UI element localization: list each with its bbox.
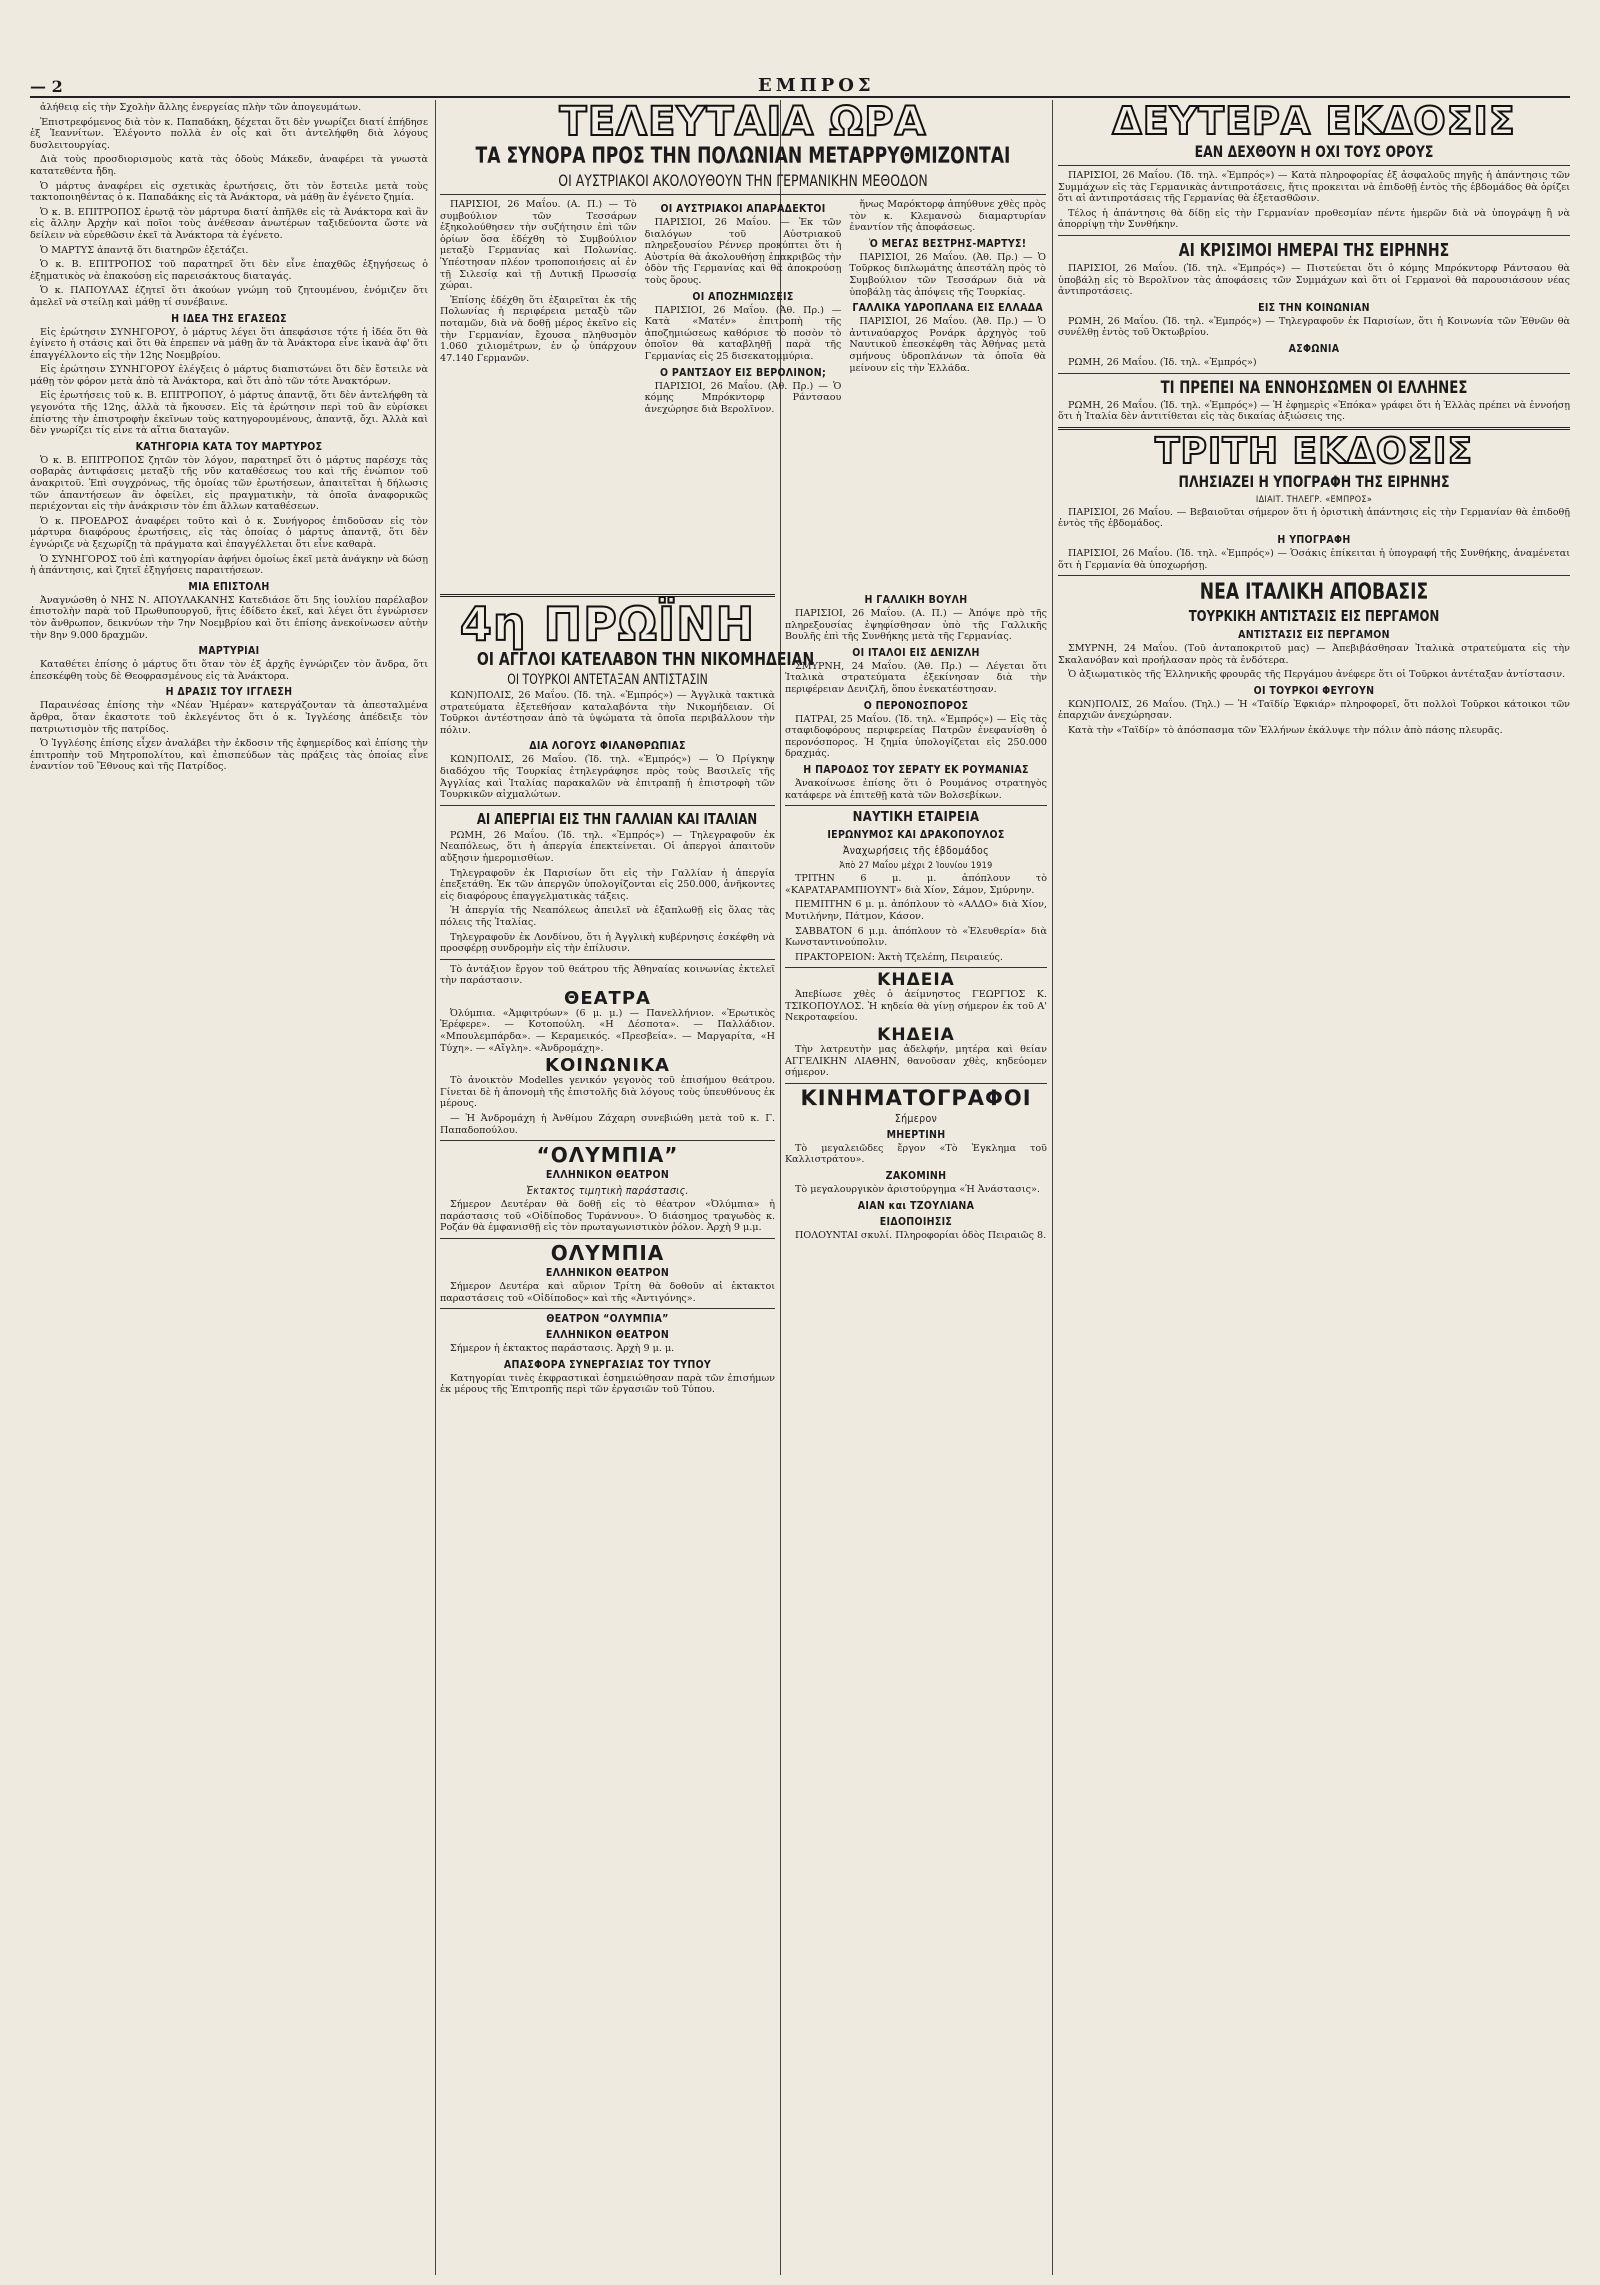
press-notice-heading: ΑΠΑΣΦΟΡΑ ΣΥΝΕΡΓΑΣΙΑΣ ΤΟΥ ΤΥΠΟΥ: [503, 1358, 712, 1371]
headline-signature: ΠΛΗΣΙΑΖΕΙ Η ΥΠΟΓΡΑΦΗ ΤΗΣ ΕΙΡΗΝΗΣ: [1178, 471, 1450, 491]
paper-name: ΕΜΠΡΟΣ: [758, 75, 875, 96]
column-4: [1058, 99, 1570, 2275]
section-heading: ΜΙΑ ΕΠΙΣΤΟΛΗ: [188, 580, 270, 593]
article-text: Τηλεγραφοῦν ἐκ Λονδίνου, ὅτι ἡ Ἀγγλικὴ κυβέρνησις ἐσκέφθη νὰ προσφέρῃ συνδρομὴν εἰς τὴν ἐπίλυσιν.: [440, 931, 775, 955]
column-rule: [1052, 100, 1053, 2275]
cinema-name: ΖΑΚΟΜΙΝΗ: [885, 1170, 947, 1183]
divider: [785, 1083, 1047, 1084]
article-text: ΡΩΜΗ, 26 Μαΐου. (Ἰδ. τηλ. «Ἐμπρός») — Ἡ ἐφημερὶς «Ἐπόκα» γράφει ὅτι ἡ Ἑλλὰς πρέπει νὰ ἐννοήσῃ ὅτι ἡ Ἰταλία δὲν ἀντιτίθεται εἰς τὰς δικαίας ἀξιώσεις της.: [1058, 399, 1570, 423]
olympia-note: Ἐκτακτος τιμητικὴ παράστασις.: [526, 1185, 689, 1198]
banner-second-edition: ΔΕΥΤΕΡΑ ΕΚΔΟΣΙΣ: [1112, 99, 1516, 143]
section-heading: ΔΙΑ ΛΟΓΟΥΣ ΦΙΛΑΝΘΡΩΠΙΑΣ: [529, 740, 686, 753]
article-text: Ὁ Ἰγγλέσης ἐπίσης εἶχεν ἀναλάβει τὴν ἐκδοσιν τῆς ἐφημερίδος καὶ ἐπίσης τὴν ἐπιτροπὴν τοῦ Μητροπολίτου, καὶ ἐπισπεύδων τὰς πράξεις τὰς ὁποίας εἶνε ἐναντίον τοῦ Ἔθνους καὶ τῆς Πατρίδος.: [30, 738, 428, 773]
divider: [785, 805, 1047, 806]
article-text: ΠΑΡΙΣΙΟΙ, 26 Μαΐου. (Ἀθ. Πρ.) — Ὁ Τοῦρκος διπλωμάτης ἀπεστάλη πρὸς τὸ Συμβούλιον τῶν Τεσσάρων διὰ νὰ ὑποβάλῃ τὰς ἀπόψεις τῆς Τουρκίας.: [849, 251, 1047, 298]
article-text: ΚΩΝ)ΠΟΛΙΣ, 26 Μαΐου. (Τηλ.) — Ἡ «Ταϊδίρ Ἐφκιάρ» πληροφορεῖ, ὅτι πολλοὶ Τοῦρκοι κάτοικοι τῶν ἐπαρχιῶν ἀνεχώρησαν.: [1058, 698, 1570, 722]
article-text: Σήμερον ἡ ἐκτακτος παράστασις. Ἀρχὴ 9 μ. μ.: [450, 1343, 675, 1355]
departure-item: ΠΕΜΠΤΗΝ 6 μ. μ. ἀπόπλουν τὸ «ΑΛΔΟ» διὰ Χίον, Μυτιλήνην, Πάτμον, Κάσον.: [785, 899, 1047, 922]
divider: [440, 1238, 775, 1239]
section-heading: ΜΑΡΤΥΡΙΑΙ: [198, 645, 260, 658]
article-text: ΠΑΡΙΣΙΟΙ, 26 Μαΐου. — Βεβαιοῦται σήμερον ὅτι ἡ ὁριστικὴ ἀπάντησις εἰς τὴν Γερμανίαν θὰ ἐπιδοθῇ ἐντὸς τῆς ἑβδομάδος.: [1058, 506, 1570, 530]
olympia-title: “ΟΛΥΜΠΙΑ”: [536, 1143, 679, 1168]
section-heading: Η ΠΑΡΟΔΟΣ ΤΟΥ ΣΕΡΑΤΥ ΕΚ ΡΟΥΜΑΝΙΑΣ: [803, 763, 1029, 776]
article-text: — Ἡ Ἀνδρομάχη ἡ Ἀνθίμου Ζάχαρη συνεβιώθη μετὰ τοῦ κ. Γ. Παπαδοπούλου.: [440, 1113, 775, 1136]
divider: [440, 959, 775, 960]
article-text: ΡΩΜΗ, 26 Μαΐου. (Ἰδ. τηλ. «Ἐμπρός») — Τηλεγραφοῦν ἐκ Παρισίων, ὅτι ἡ Κοινωνία τῶν Ἐθνῶν θὰ συνέλθῃ ἐντὸς τοῦ Ὀκτωβρίου.: [1058, 315, 1570, 339]
section-heading-social: ΚΟΙΝΩΝΙΚΑ: [545, 1055, 670, 1077]
departure-item: ΤΡΙΤΗΝ 6 μ. μ. ἀπόπλουν τὸ «ΚΑΡΑΤΑΡΑΜΠΙΟΥΝΤ» διὰ Χίον, Σάμον, Σμύρνην.: [785, 873, 1047, 896]
article-text: Ὁ μάρτυς ἀναφέρει εἰς σχετικὰς ἐρωτήσεις, ὅτι τὸν ἔστειλε μετὰ τοὺς τακτοποιηθέντας ὁ κ. Παπαδάκης εἰς τὰ Ἀνάκτορα, νὰ μάθῃ ἂν ἐγένετο ζημία.: [30, 180, 428, 204]
shipping-company-names: ΙΕΡΩΝΥΜΟΣ ΚΑΙ ΔΡΑΚΟΠΟΥΛΟΣ: [827, 829, 1005, 842]
section-heading: ΟΙ ΙΤΑΛΟΙ ΕΙΣ ΔΕΝΙΖΛΗ: [852, 646, 980, 659]
article-text: Ὁ ΜΑΡΤΥΣ ἀπαντᾷ ὅτι διατηρῶν ἐξετάζει.: [40, 244, 249, 256]
cinemas-heading: ΚΙΝΗΜΑΤΟΓΡΑΦΟΙ: [800, 1085, 1032, 1110]
article-text: Τὸ ἀνοικτὸν Modelles γενικόν γεγονὸς τοῦ ἐπισήμου θεάτρου. Γίνεται δὲ ἡ ἀπονομὴ τῆς ἐπιστολῆς διὰ λόγους τοὺς ὑπευθύνους ἐκ μέρους.: [440, 1075, 775, 1110]
headline-borders: ΤΑ ΣΥΝΟΡΑ ΠΡΟΣ ΤΗΝ ΠΟΛΩΝΙΑΝ ΜΕΤΑΡΡΥΘΜΙΖΟΝΤΑΙ: [475, 144, 1011, 169]
section-heading: ΓΑΛΛΙΚΑ ΥΔΡΟΠΛΑΝΑ ΕΙΣ ΕΛΛΑΔΑ: [852, 302, 1043, 315]
article-text: Παραινέσας ἐπίσης τὴν «Νέαν Ἡμέραν» κατεργάζονταν τὰ ἀπεσταλμένα ἄρθρα, ὅταν ἐκαστοτε τοῦ ἐκλεγέντος ὅτι ὁ κ. Ἰγγλέσης ἀπέδειξε τὸν πατριωτισμὸν τῆς πατρίδος.: [30, 700, 428, 735]
article-text: Ἀναγνώσθη ὁ ΝΗΣ Ν. ΑΠΟΥΛΑΚΑΝΗΣ Κατεδιάσε ὅτι 5ης ἰουλίου παρέλαβον ἐπιστολὴν παρὰ τοῦ Πρωθυπουργοῦ, ἥτις ἐδίδετο ἐκεῖ, καὶ λέγει ὅτι ἐγνώρισεν τὸν ἄνθρωπον, δεικνύων τὴν 7ην Νοεμβρίου καὶ ὅτι ἐπίσης ἀνεκοίνωσεν αὐτὴν τὴν 8ην 9.000 δραχμῶν.: [30, 594, 428, 641]
article-text: ΠΑΡΙΣΙΟΙ, 26 Μαΐου. — Ἐκ τῶν διαλόγων τοῦ Αὐστριακοῦ πληρεξουσίου Ρέννερ προκύπτει ὅτι ἡ Αὐστρία θὰ ἀκολουθήσῃ ἐπακριβῶς τὴν ὁδὸν τῆς Γερμανίας καὶ θὰ ἀποκρούσῃ τοὺς ὅρους.: [644, 217, 842, 286]
notice-heading: ΕΙΔΟΠΟΙΗΣΙΣ: [879, 1215, 953, 1228]
article-text: Τὸ μεγαλουργικὸν ἀριστούργημα «Ἡ Ἀνάστασις».: [795, 1184, 1040, 1196]
section-heading: ΟΙ ΑΠΟΖΗΜΙΩΣΕΙΣ: [692, 290, 794, 303]
shipping-company-heading: ΝΑΥΤΙΚΗ ΕΤΑΙΡΕΙΑ: [852, 810, 980, 826]
section-heading: ΕΙΣ ΤΗΝ ΚΟΙΝΩΝΙΑΝ: [1258, 301, 1370, 314]
divider: [440, 194, 1046, 195]
cinema-name: ΑΙΑΝ και ΤΖΟΥΛΙΑΝΑ: [857, 1199, 975, 1212]
headline-greeks: ΤΙ ΠΡΕΠΕΙ ΝΑ ΕΝΝΟΗΣΩΜΕΝ ΟΙ ΕΛΛΗΝΕΣ: [1160, 377, 1468, 398]
departure-item: ΠΡΑΚΤΟΡΕΙΟΝ: Ἀκτὴ Τζελέπη, Πειραιεύς.: [795, 951, 1003, 963]
divider: [440, 1308, 775, 1309]
article-text: Τέλος ἡ ἀπάντησις θὰ δίδῃ εἰς τὴν Γερμανίαν προθεσμίαν πέντε ἡμερῶν διὰ νὰ ὑπογράψῃ ἢ νὰ ἀπορρίψῃ τὴν Συνθήκην.: [1058, 207, 1570, 231]
section-heading: Ο ΡΑΝΤΣΑΟΥ ΕΙΣ ΒΕΡΟΛΙΝΟΝ;: [659, 366, 827, 379]
article-text: Ἀπεβίωσε χθὲς ὁ ἀείμνηστος ΓΕΩΡΓΙΟΣ Κ. ΤΣΙΚΟΠΟΥΛΟΣ. Ἡ κηδεία θὰ γίνῃ σήμερον ἐκ τοῦ Α' Νεκροταφείου.: [785, 989, 1047, 1024]
departures-heading: Ἀναχωρήσεις τῆς ἑβδομάδος: [843, 845, 989, 858]
section-heading: ΟΙ ΑΥΣΤΡΙΑΚΟΙ ΑΠΑΡΑΔΕΚΤΟΙ: [660, 203, 826, 215]
headline-nicomedia: ΟΙ ΑΓΓΛΟΙ ΚΑΤΕΛΑΒΟΝ ΤΗΝ ΝΙΚΟΜΗΔΕΙΑΝ: [476, 649, 815, 670]
article-text: Κατηγορίαι τινὲς ἐκφραστικαὶ ἐσημειώθησαν παρὰ τῶν ἐπισήμων ἐκ μέρους τῆς Ἐπιτροπῆς περὶ τῶν ἐργασιῶν τοῦ Τύπου.: [440, 1372, 775, 1396]
divider: [440, 1140, 775, 1141]
section-heading: ΑΝΤΙΣΤΑΣΙΣ ΕΙΣ ΠΕΡΓΑΜΟΝ: [1238, 629, 1390, 642]
subheadline-pergamon: ΤΟΥΡΚΙΚΗ ΑΝΤΙΣΤΑΣΙΣ ΕΙΣ ΠΕΡΓΑΜΟΝ: [1188, 607, 1440, 626]
divider: [1058, 165, 1570, 166]
article-text: Διὰ τοὺς προσδιορισμοὺς κατὰ τὰς ὁδοὺς Μάκεδν, ἀναφέρει τὰ γνωστὰ κατατεθέντα ἤδη.: [30, 154, 428, 177]
divider: [1058, 235, 1570, 236]
section-heading: Η ΔΡΑΣΙΣ ΤΟΥ ΙΓΓΛΕΣΗ: [165, 686, 293, 699]
article-text: Κατὰ τὴν «Ταϊδίρ» τὸ ἀπόσπασμα τῶν Ἐλλήνων ἐκάλυψε τὴν πόλιν ἀπὸ πάσης πλευρᾶς.: [1068, 725, 1503, 737]
theatre-subtitle: ΕΛΛΗΝΙΚΟΝ ΘΕΑΤΡΟΝ: [545, 1329, 670, 1342]
headline-italian-landing: ΝΕΑ ΙΤΑΛΙΚΗ ΑΠΟΒΑΣΙΣ: [1199, 580, 1429, 606]
banner-fourth-morning: 4η ΠΡΩΪΝΗ: [459, 597, 756, 651]
section-heading-theatres: ΘΕΑΤΡΑ: [564, 987, 651, 1009]
article-text: ΚΩΝ)ΠΟΛΙΣ, 26 Μαΐου. (Ἰδ. τηλ. «Ἐμπρός») — Ὁ Πρίγκηψ διαδόχου τῆς Τουρκίας ἐτηλεγράφησε πρὸς τοὺς Βασιλεῖς τῆς Ἀγγλίας καὶ Ἰταλίας παρακαλῶν νὰ ἐπιτραπῇ ἡ ἐπιστροφὴ τῶν Τουρκικῶν αἰχμαλώτων.: [440, 754, 775, 801]
divider: [1058, 427, 1570, 430]
section-heading: Η ΥΠΟΓΡΑΦΗ: [1277, 533, 1351, 546]
article-text: ΠΑΡΙΣΙΟΙ, 26 Μαΐου. (Ἰδ. τηλ. «Ἐμπρός») — Πιστεύεται ὅτι ὁ κόμης Μπρόκντορφ Ράντσαου θὰ ὑποβάλῃ εἰς τὸ Βερολῖνον τὰς ἀποφάσεις τῶν Συμμάχων καὶ ὅτι οἱ Γερμανοὶ θὰ παρουσιάσουν νέας ἀντιπροτάσεις.: [1058, 262, 1570, 298]
headline-strikes: ΑΙ ΑΠΕΡΓΙΑΙ ΕΙΣ ΤΗΝ ΓΑΛΛΙΑΝ ΚΑΙ ΙΤΑΛΙΑΝ: [476, 809, 758, 828]
article-text: Τὸ ἀντάξιον ἔργον τοῦ θεάτρου τῆς Ἀθηναίας κοινωνίας ἐκτελεῖ τὴν παράστασιν.: [440, 963, 775, 987]
subcolumn: [849, 199, 1046, 418]
article-text: Ὁ κ. Β. ΕΠΙΤΡΟΠΟΣ ζητῶν τὸν λόγον, παρατηρεῖ ὅτι ὁ μάρτυς παρέσχε τὰς σοβαρὰς ἀντιφάσεις μεταξὺ τῆς νῦν καταθέσεως του καὶ τῆς ἐνώπιον τοῦ ἀνακριτοῦ. Ἐπὶ συγχρόνως, τῆς ὁμοίας τῶν ἐρωτήσεων, ἀπαιτεῖται ἡ δήλωσις τῶν ἀπαντήσεων ἂν ὀφείλει, εἰς πραγματικὴν, τὰ ὁποῖα ἀναφορικῶς περιέχονται εἰς τὴν ἀνάκρισιν τὸν ἐπι ἄλλων καταθέσεων.: [30, 454, 428, 513]
divider: [440, 805, 775, 806]
article-text: ἥνως Μαρόκτορφ ἀπηύθυνε χθὲς πρὸς τὸν κ. Κλεμανσὼ διαμαρτυρίαν ἐναντίον τῆς ἀποφάσεως.: [849, 199, 1047, 234]
departure-item: ΣΑΒΒΑΤΟΝ 6 μ.μ. ἀπόπλουν τὸ «Ἐλευθερία» διὰ Κωνσταντινούπολιν.: [785, 925, 1047, 949]
article-text: ΠΑΡΙΣΙΟΙ, 26 Μαΐου. (Ἀθ. Πρ.) — Κατὰ «Ματέν» ἐπιτροπὴ τῆς ἀποζημιώσεως καθόρισε τὸ ποσὸν τὸ ὁποῖον θὰ καταβληθῇ παρὰ τῆς Γερμανίας εἰς 25 δισεκατομμύρια.: [644, 304, 842, 362]
theatre-olympia: ΘΕΑΤΡΟΝ “ΟΛΥΜΠΙΑ”: [546, 1313, 669, 1326]
divider: [1058, 373, 1570, 374]
banner-last-hour: ΤΕΛΕΥΤΑΙΑ ΩΡΑ: [559, 99, 927, 145]
article-text: ΠΟΛΟΥΝΤΑΙ σκυλί. Πληροφορίαι ὁδὸς Πειραιῶς 8.: [795, 1229, 1047, 1241]
departures-dates: Ἀπὸ 27 Μαΐου μέχρι 2 Ἰουνίου 1919: [839, 861, 993, 872]
column-3: [785, 590, 1047, 2275]
article-text: Ὀλύμπια. «Ἀμφιτρύων» (6 μ. μ.) — Πανελλήνιον. «Ἐρωτικὸς Ἐρέφερε». — Κοτοπούλη. «Η Δέσποτα». — Παλλάδιον. «Μπουλεμπάρδα». — Κεραμεικός. «Πρεσβεία». — Μαργαρίτα, «Η Τύχη». — «Αἴγλη». «Ἀνδρομάχη».: [440, 1007, 775, 1054]
article-text: Ὁ ΣΥΝΗΓΟΡΟΣ τοῦ ἐπὶ κατηγορίαν ἀφήνει ὁμοίως ἐκεῖ μετὰ ἀνάγκην νὰ δώσῃ ἡ ἀπάντησις, καὶ ζητεῖ ἐξηγήσεις παραιτήσεων.: [30, 553, 428, 577]
cinema-name: ΜΗΕΡΤΙΝΗ: [886, 1128, 946, 1141]
olympia-title-2: ΟΛΥΜΠΙΑ: [550, 1241, 665, 1265]
article-text: ΠΑΡΙΣΙΟΙ, 26 Μαΐου. (Ἀθ. Πρ.) — Ὁ κόμης Μπρόκντορφ Ράντσαου ἀνεχώρησε διὰ Βερολῖνον.: [644, 380, 842, 415]
article-text: Εἰς ἐρωτήσεις τοῦ κ. Β. ΕΠΙΤΡΟΠΟΥ, ὁ μάρτυς ἀπαντᾷ, ὅτι δὲν ἀντελήφθη τὰ γεγονότα τῆς 12ης, ἀλλὰ τὰ ἤκουσεν. Εἰς τὰ ἐρώτησιν περὶ τοῦ ἂν εὑρίσκει ἐπίστης τὴν ἐπιστροφὴν ἐκεῖνων τοὺς κατηγορουμένους, ἀπαντᾷ, ὄχι. Ἀλλὰ καὶ δὲν γνωρίζει τίς εἶνε τὰ αἴτια διαταγῶν.: [30, 390, 428, 437]
article-text: ΠΑΡΙΣΙΟΙ, 26 Μαΐου. (Ἰδ. τηλ. «Ἐμπρός») — Κατὰ πληροφορίας ἐξ ἀσφαλοῦς πηγῆς ἡ ἀπάντησις τῶν Συμμάχων εἰς τὰς Γερμανικὰς ἀντιπροτάσεις, ἥτις προκειται νὰ ἐπιδοθῇ ἐντὸς τῆς ἑβδομάδος θὰ ὁρίζει ὅτι αἱ ἀντιπροτάσεις τῆς Γερμανίας θὰ ἐξετασθῶσιν.: [1058, 170, 1570, 205]
subcolumn: [440, 199, 637, 418]
divider: [1058, 575, 1570, 576]
article-text: Ὁ κ. ΠΑΠΟΥΛΑΣ ἐζητεῖ ὅτι ἀκούων γνώμη τοῦ ζητουμένου, ἐνόμιζεν ὅτι ἀμελεῖ νὰ στείλῃ καὶ μάθῃ τί συνέβαινε.: [30, 285, 428, 308]
cinema-today: Σήμερον: [894, 1112, 938, 1125]
section-heading: Ο ΠΕΡΟΝΟΣΠΟΡΟΣ: [863, 699, 969, 712]
top-article-columns: [440, 199, 1046, 418]
column-2: [440, 590, 815, 2275]
section-heading: Ὁ ΜΕΓΑΣ ΒΕΣΤΡΗΣ-ΜΑΡΤΥΣ!: [868, 237, 1027, 250]
article-text: ΡΩΜΗ, 26 Μαΐου. (Ἰδ. τηλ. «Ἐμπρός»): [1068, 356, 1257, 368]
article-text: Ἐπίσης ἐδέχθη ὅτι ἐξαιρεῖται ἐκ τῆς Πολωνίας ἡ περιφέρεια μεταξὺ τῶν ποταμῶν, διὰ νὰ δοθῇ μέρος ἐκεῖνο εἰς τὴν Γερμανίαν, ἔχουσα πληθυσμὸν 1.060 χιλιομέτρων, ἐν ᾧ ὑπάρχουν 47.140 Γερμανῶν.: [440, 294, 637, 364]
headline-critical-days: ΑΙ ΚΡΙΣΙΜΟΙ ΗΜΕΡΑΙ ΤΗΣ ΕΙΡΗΝΗΣ: [1178, 239, 1450, 261]
masthead: [30, 75, 1570, 98]
article-text: Τηλεγραφοῦν ἐκ Παρισίων ὅτι εἰς τὴν Γαλλίαν ἡ ἀπεργία ἐπεξετάθη. Ἐκ τῶν ἀπεργῶν ὑπολογίζονται εἰς 250.000, ἀνῆκοντες εἰς διαφόρους ἐπαγγελματικὰς τάξεις.: [440, 867, 775, 902]
funeral-heading-2: ΚΗΔΕΙΑ: [877, 1025, 955, 1046]
divider: [785, 967, 1047, 968]
column-1: [30, 102, 428, 2275]
section-heading: ΟΙ ΤΟΥΡΚΟΙ ΦΕΥΓΟΥΝ: [1253, 684, 1375, 697]
article-text: ΠΑΤΡΑΙ, 25 Μαΐου. (Ἰδ. τηλ. «Ἐμπρός») — Εἰς τὰς σταφιδοφόρους περιφερείας Πατρῶν ἐνεφανίσθη ὁ περονόσπορος. Ἡ ζημία ὑπολογίζεται εἰς 250.000 δραχμάς.: [785, 713, 1047, 760]
olympia-subtitle: ΕΛΛΗΝΙΚΟΝ ΘΕΑΤΡΟΝ: [545, 1169, 670, 1182]
section-heading: Η ΓΑΛΛΙΚΗ ΒΟΥΛΗ: [864, 594, 968, 606]
article-text: ΣΜΥΡΝΗ, 24 Μαΐου. (Ἀθ. Πρ.) — Λέγεται ὅτι Ἰταλικὰ στρατεύματα ἐξεκίνησαν διὰ τὴν περιφέρειαν Δενιζλῆ, ὅπου ἐνεκατέστησαν.: [785, 660, 1047, 695]
article-text: Τὴν λατρευτὴν μας ἀδελφήν, μητέρα καὶ θείαν ΑΓΓΕΛΙΚΗΝ ΛΙΑΘΗΝ, θανοῦσαν χθὲς, κηδεύομεν σήμερον.: [785, 1044, 1047, 1079]
article-text: Ὁ ἀξιωματικὸς τῆς Ἑλληνικῆς φρουρᾶς τῆς Περγάμου ἀνέφερε ὅτι οἱ Τοῦρκοι ἀντέταξαν ἀντίστασιν.: [1068, 669, 1566, 681]
article-text: ΡΩΜΗ, 26 Μαΐου. (Ἰδ. τηλ. «Ἐμπρός») — Τηλεγραφοῦν ἐκ Νεαπόλεως, ὅτι ἡ ἀπεργία ἐπεκτείνεται. Οἱ ἀπεργοὶ ἀπαιτοῦν αὔξησιν ἡμερομισθίων.: [440, 829, 775, 864]
olympia-subtitle-2: ΕΛΛΗΝΙΚΟΝ ΘΕΑΤΡΟΝ: [545, 1267, 670, 1279]
article-text: Ὁ κ. Β. ΕΠΙΤΡΟΠΟΣ ἐρωτᾷ τὸν μάρτυρα διατί ἀπῆλθε εἰς τὰ Ἀνάκτορα καὶ ἂν εἰς ἄλλην Ἀρχὴν καὶ ποῖοι τοὺς ἀνέθεσαν ἀνωτέρων ταξιδεύοντα ὥστε νὰ δείλειν νὰ εὑρεθῶσιν ἐκεῖ τὰ Ἀνάκτορα τὰ ἐγένετο.: [30, 206, 428, 241]
article-text: Ἡ ἀπεργία τῆς Νεαπόλεως ἀπειλεῖ νὰ ἐξαπλωθῇ εἰς ὅλας τὰς πόλεις τῆς Ἰταλίας.: [440, 905, 775, 928]
subheadline-austrians: ΟΙ ΑΥΣΤΡΙΑΚΟΙ ΑΚΟΛΟΥΘΟΥΝ ΤΗΝ ΓΕΡΜΑΝΙΚΗΝ ΜΕΘΟΔΟΝ: [558, 171, 928, 190]
article-text: Καταθέτει ἐπίσης ὁ μάρτυς ὅτι ὅταν τὸν ἐξ ἀρχῆς ἐγνώριζεν τὸν ἄνδρα, ὅτι ἐπεσκέφθη τοὺς δὲ Θεοφρασμένους εἰς τὰ Ἀνάκτορα.: [30, 659, 428, 682]
article-text: Τὸ μεγαλειῶδες ἔργον «Τὸ Ἐγκλημα τοῦ Καλλιστράτου».: [785, 1142, 1047, 1166]
column-rule: [435, 100, 436, 2275]
section-heading: ΚΑΤΗΓΟΡΙΑ ΚΑΤΑ ΤΟΥ ΜΑΡΤΥΡΟΣ: [135, 440, 323, 453]
funeral-heading: ΚΗΔΕΙΑ: [877, 970, 955, 991]
article-text: Σήμερον Δευτέρα καὶ αὔριον Τρίτη θὰ δοθοῦν αἱ ἐκτακτοι παραστάσεις τοῦ «Οἰδίποδος» καὶ τῆς «Ἀντιγόνης».: [440, 1281, 775, 1304]
banner-third-edition: ΤΡΙΤΗ ΕΚΔΟΣΙΣ: [1154, 430, 1474, 472]
dateline: ΙΔΙΑΙΤ. ΤΗΛΕΓΡ. «ΕΜΠΡΟΣ»: [1255, 494, 1373, 505]
article-text: Ἐπιστρεφόμενος διὰ τὸν κ. Παπαδάκη, δέχεται ὅτι δὲν γνωρίζει διατί ἐπήδησε ἐξ Ἰεαννίτων. Ἐλέγοντο πολλὰ ἐν οἷς καὶ ὅτι ἀντελήφθη διὰ λόγους δυσλειτουργίας.: [30, 116, 428, 151]
article-text: ΠΑΡΙΣΙΟΙ, 26 Μαΐου. (Α. Π.) — Ἀπόψε πρὸ τῆς πληρεξουσίας ἐψηφίσθησαν ὑπὸ τῆς Γαλλικῆς Βουλῆς ἐπὶ τῆς Συνθήκης μετὰ τῆς Γερμανίας.: [785, 608, 1047, 643]
article-text: ἀλήθειᾳ εἰς τὴν Σχολὴν ἄλλης ἐνεργείας πλὴν τῶν ἀπογευμάτων.: [40, 102, 362, 113]
article-text: ΠΑΡΙΣΙΟΙ, 26 Μαΐου. (Α. Π.) — Τὸ συμβούλιον τῶν Τεσσάρων ἐξηκολούθησεν τὴν συζήτησιν ἐπὶ τῶν ὁρίων ὅσα ἐδέχθη τὸ Συμβούλιον μεταξὺ Γερμανίας καὶ Πολωνίας. Ὑπέστησαν πλέον τροποποιήσεις αἱ ἐν τῇ Σιλεσίᾳ καὶ τῇ Δυτικῇ Πρωσσίᾳ χώραι.: [440, 199, 637, 292]
article-text: Εἰς ἐρώτησιν ΣΥΝΗΓΟΡΟΥ ἐλέγξεις ὁ μάρτυς διαπιστώνει ὅτι δὲν ἔστειλε νὰ μάθῃ τὸν φόρον μετὰ ἀπὸ τὰ Ἀνάκτορα, καὶ ὅτι ἀπὸ τῶν τότε Ἀνακτόρων.: [30, 364, 428, 387]
article-text: Ἀνακοίνωσε ἐπίσης ὅτι ὁ Ρουμάνος στρατηγὸς κατάφερε νὰ ἐπιτεθῇ κατὰ τῶν Βολσεβίκων.: [785, 777, 1047, 801]
article-text: Σήμερον Δευτέραν θὰ δοθῇ εἰς τὸ θέατρον «Ὀλύμπια» ἡ παράστασις τοῦ «Οἰδίποδος Τυράννου». Ὁ διάσημος τραγωδὸς κ. Ροζάν θὰ ἐμφανισθῇ εἰς τὸν πρωταγωνιστικὸν ῥόλον. Ἀρχὴ 9 μ.μ.: [440, 1199, 775, 1234]
article-text: ΠΑΡΙΣΙΟΙ, 26 Μαΐου. (Ἰδ. τηλ. «Ἐμπρός») — Ὁσάκις ἐπίκειται ἡ ὑπογραφή τῆς Συνθήκης, ἀναμένεται ὅτι ἡ Γερμανία θὰ ὑποχωρήσῃ.: [1058, 547, 1570, 571]
section-heading: Η ΙΔΕΑ ΤΗΣ ΕΓΑΣΕΩΣ: [171, 312, 287, 325]
article-text: Εἰς ἐρώτησιν ΣΥΝΗΓΟΡΟΥ, ὁ μάρτυς λέγει ὅτι ἀπεφάσισε τότε ἡ ἰδέα ὅτι θὰ ἐγίνετο ἡ στάσις καὶ ὅτι θὰ ἐπρεπεν νὰ μάθῃ ἂν τὰ Ἀνάκτορα εἶνε ἱκανὰ ἀφ' ὅτι ἐπαγγέλλοντο εἰς τὴν 12ης Νοεμβρίου.: [30, 326, 428, 361]
article-text: ΚΩΝ)ΠΟΛΙΣ, 26 Μαΐου. (Ἰδ. τηλ. «Ἐμπρός») — Ἀγγλικὰ τακτικὰ στρατεύματα ἐξετεθήσαν καταλαβόντα τὴν Νικομήδειαν. Οἱ Τοῦρκοι ἀντέστησαν ἀπὸ τὰ ὑψώματα τὰ ὁποῖα περιβάλλουν τὴν πόλιν.: [440, 690, 775, 736]
article-text: ΣΜΥΡΝΗ, 24 Μαΐου. (Τοῦ ἀνταποκριτοῦ μας) — Ἀπεβιβάσθησαν Ἰταλικὰ στρατεύματα εἰς τὴν Σκαλανόβαν καὶ προήλασαν πρὸς τὰ ἐνδότερα.: [1058, 643, 1570, 666]
article-text: Ὁ κ. Β. ΕΠΙΤΡΟΠΟΣ τοῦ παρατηρεῖ ὅτι δὲν εἶνε ἐπαχθῶς ἐξηγήσεως ὁ ἐξηματικὸς νὰ ἐπακούσῃ εἰς παρεισάκτους διαταγάς.: [30, 259, 428, 282]
page-number: — 2: [30, 77, 63, 96]
article-text: ΠΑΡΙΣΙΟΙ, 26 Μαΐου. (Ἀθ. Πρ.) — Ὁ ἀντιναύαρχος Ρονάρκ ἀρχηγὸς τοῦ Ναυτικοῦ ἐπεσκέφθη τὰς Ἀθήνας μετὰ σμήνους ὑδροπλάνων τὰ ὁποῖα θὰ μείνουν εἰς τὴν Ἑλλάδα.: [849, 316, 1047, 374]
subheadline-turks: ΟΙ ΤΟΥΡΚΟΙ ΑΝΤΕΤΑΞΑΝ ΑΝΤΙΣΤΑΣΙΝ: [507, 672, 708, 688]
article-text: Ὁ κ. ΠΡΟΕΔΡΟΣ ἀναφέρει τοῦτο καὶ ὁ κ. Συνήγορος ἐπιδοῦσαν εἰς τὸν μάρτυρα διαφόρους ἐρωτήσεις, εἰς τὰς ὁποίας ὁ μάρτυς ἀπαντᾷ, ὅτι δὲν ἐγνώριζε νὰ ξεχωρίζῃ τὰ πράγματα καὶ ἐπαγγέλλεται ὅτι εἶνε καθαρὰ.: [30, 515, 428, 550]
section-heading: ΑΣΦΩΝΙΑ: [1288, 342, 1340, 355]
headline-terms: ΕΑΝ ΔΕΧΘΟΥΝ Η ΟΧΙ ΤΟΥΣ ΟΡΟΥΣ: [1194, 142, 1434, 161]
subcolumn: [645, 199, 842, 418]
